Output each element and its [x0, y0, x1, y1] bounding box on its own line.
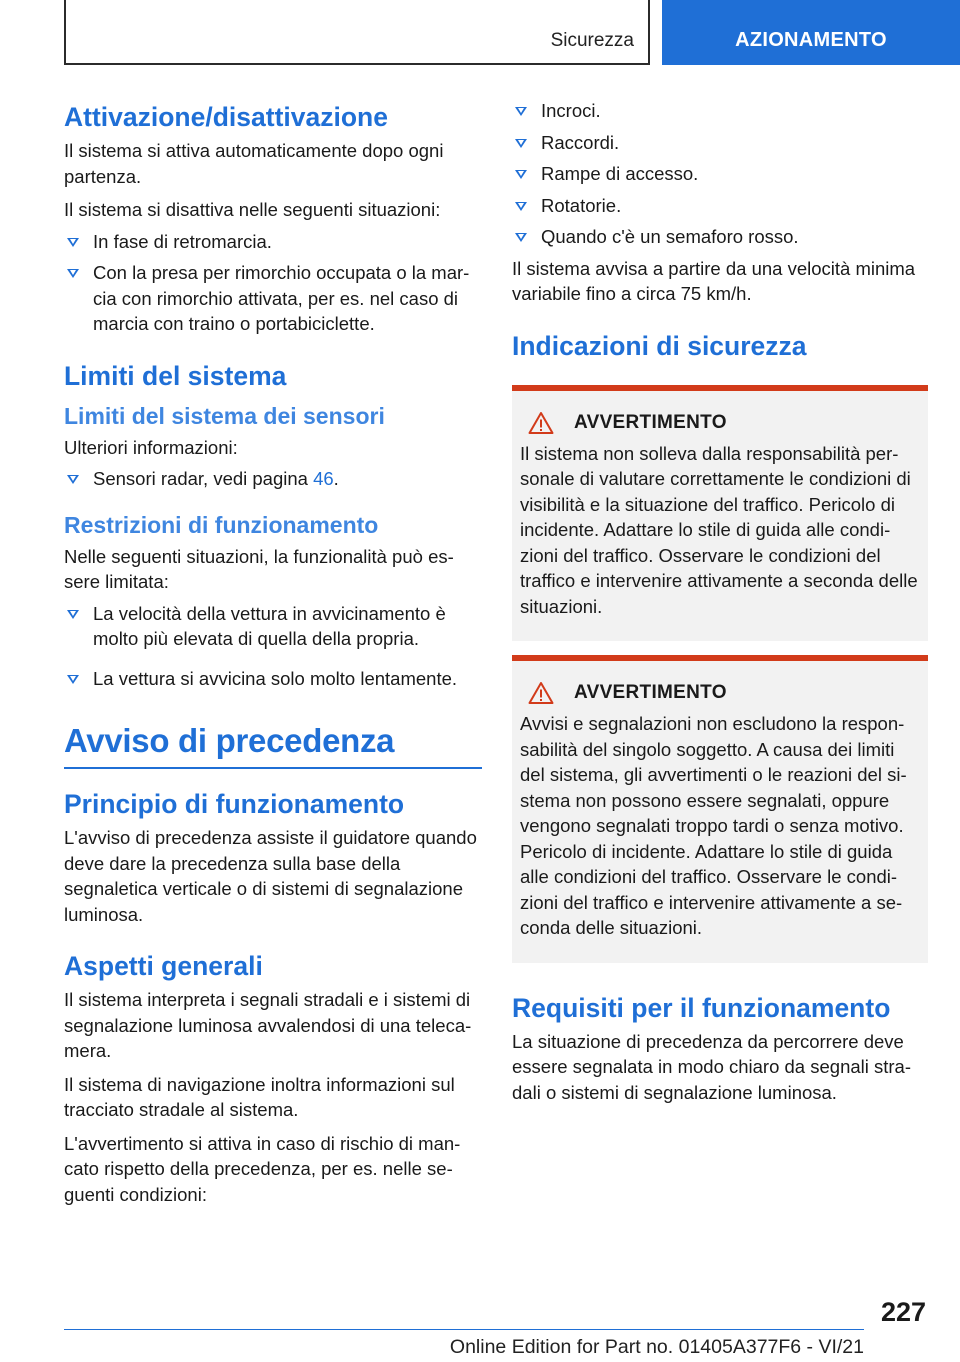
heading-aspetti: Aspetti generali	[64, 951, 263, 981]
paragraph-aspetti-3: L'avvertimento si attiva in caso di rischio di man-cato rispetto della precedenza, per es. nelle se-guenti condizioni:	[64, 1132, 461, 1205]
paragraph-aspetti-2: Il sistema di navigazione inoltra informazioni sul tracciato stradale al sistema.	[64, 1073, 455, 1120]
list-sensori	[64, 466, 482, 492]
paragraph-principio: L'avviso di precedenza assiste il guidatore quando deve dare la precedenza sulla base della segnaletica verticale o di sistemi di segnalazione luminosa.	[64, 827, 477, 925]
list-item: Sensori radar, vedi pagina 46.	[64, 466, 482, 492]
list-condizioni	[512, 98, 928, 250]
paragraph-aspetti-1: Il sistema interpreta i segnali stradali e i sistemi di segnalazione luminosa avvalendosi di una teleca-mera.	[64, 989, 472, 1061]
page-link[interactable]: 46	[313, 468, 334, 489]
paragraph-ulteriori: Ulteriori informazioni:	[64, 436, 238, 458]
warning-header	[528, 681, 920, 705]
list-item: Con la presa per rimorchio occupata o la mar-cia con rimorchio attivata, per es. nel caso di marcia con traino o portabiciclette.	[64, 260, 482, 337]
triangle-bullet-icon	[515, 107, 527, 116]
list-item: Rotatorie.	[512, 193, 928, 219]
heading-limiti: Limiti del sistema	[64, 360, 287, 391]
paragraph-attiva: Il sistema si attiva automaticamente dopo ogni partenza.	[64, 140, 444, 187]
heading-attivazione: Attivazione/disattivazione	[64, 102, 388, 132]
triangle-bullet-icon	[67, 269, 79, 278]
warning-text: Avvisi e segnalazioni non escludono la respon-sabilità del singolo soggetto. A causa dei limiti del sistema, gli avvertimenti o le reazioni del si-stema non possono essere segnalati, oppure vengono segnalati troppo tardi o senza motivo. Pericolo di incidente. Adattare lo stile di guida alle condizioni del traffico. Osservare le condi-zioni del traffico e intervenire attivamente a se-conda delle situazioni.	[520, 713, 907, 938]
heading-rule	[64, 767, 482, 769]
heading-requisiti: Requisiti per il funzionamento	[512, 992, 891, 1023]
heading-avviso-precedenza: Avviso di precedenza	[64, 722, 395, 759]
triangle-bullet-icon	[67, 610, 79, 619]
warning-box-2	[512, 655, 928, 963]
triangle-bullet-icon	[67, 475, 79, 484]
paragraph-restrizioni: Nelle seguenti situazioni, la funzionalità può es-sere limitata:	[64, 545, 454, 592]
page-number: 227	[880, 1297, 926, 1327]
warning-text: Il sistema non solleva dalla responsabilità per-sonale di valutare correttamente le condizioni di visibilità e la situazione del traffico. Pericolo di incidente. Adattare lo stile di guida alle condi-zioni del traffico. Osservare le condizioni del traffico e intervenire attivamente a seconda delle situazioni.	[520, 442, 918, 617]
warning-title: AVVERTIMENTO	[574, 682, 727, 703]
footer-rule	[64, 1329, 864, 1330]
triangle-bullet-icon	[67, 675, 79, 684]
header-chapter-label: AZIONAMENTO	[735, 29, 887, 51]
heading-limiti-sensori: Limiti del sistema dei sensori	[64, 402, 385, 429]
header-section-box	[64, 0, 650, 65]
right-column	[512, 100, 928, 1105]
triangle-bullet-icon	[515, 170, 527, 179]
list-item: Quando c'è un semaforo rosso.	[512, 224, 928, 250]
list-item: In fase di retromarcia.	[64, 229, 482, 255]
footer-edition: Online Edition for Part no. 01405A377F6 - VI/21	[449, 1336, 864, 1358]
paragraph-velocita: Il sistema avvisa a partire da una velocità minima variabile fino a circa 75 km/h.	[512, 257, 916, 304]
list-item: Incroci.	[512, 98, 928, 124]
list-item: Raccordi.	[512, 130, 928, 156]
list-item: La vettura si avvicina solo molto lentamente.	[64, 666, 482, 692]
heading-restrizioni: Restrizioni di funzionamento	[64, 511, 379, 538]
list-item: La velocità della vettura in avvicinamento è molto più elevata di quella della propria.	[64, 601, 482, 652]
list-restrizioni	[64, 601, 482, 692]
warning-title: AVVERTIMENTO	[574, 411, 727, 433]
heading-principio: Principio di funzionamento	[64, 789, 405, 819]
warning-triangle-icon	[528, 411, 554, 435]
list-disattiva	[64, 229, 482, 337]
header-section-title: Sicurezza	[550, 30, 634, 51]
triangle-bullet-icon	[67, 238, 79, 247]
paragraph-disattiva: Il sistema si disattiva nelle seguenti situazioni:	[64, 199, 441, 220]
warning-header	[528, 411, 920, 435]
list-item: Rampe di accesso.	[512, 161, 928, 187]
triangle-bullet-icon	[515, 233, 527, 242]
triangle-bullet-icon	[515, 139, 527, 148]
paragraph-requisiti: La situazione di precedenza da percorrere deve essere segnalata in modo chiaro da segnali stra-dali o sistemi di segnalazione luminosa.	[512, 1030, 912, 1103]
triangle-bullet-icon	[515, 202, 527, 211]
warning-box-1	[512, 385, 928, 642]
heading-indicazioni: Indicazioni di sicurezza	[512, 330, 807, 361]
warning-triangle-icon	[528, 681, 554, 705]
header-chapter-tab[interactable]	[662, 0, 960, 65]
left-column	[64, 100, 482, 1207]
